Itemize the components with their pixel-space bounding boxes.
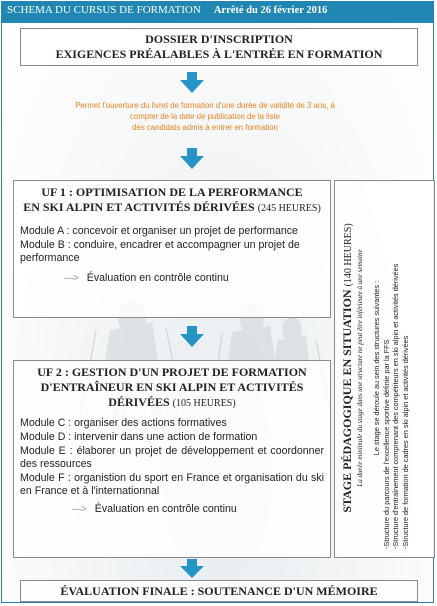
module-c: Module C : organiser des actions formatives: [20, 417, 227, 429]
uf1-evaluation-label: Évaluation en contrôle continu: [86, 272, 229, 284]
stage-title: [340, 183, 356, 553]
uf1-hours: (245 HEURES): [257, 203, 321, 214]
stage-box: [334, 180, 435, 558]
validity-note-line2: compter de la date de publication de la liste: [130, 112, 280, 121]
stage-hours: (140 HEURES): [343, 223, 354, 287]
stage-lead: Le stage se déroule au sein des structures suivantes :: [372, 280, 381, 456]
stage-note-line1: La durée minimale du stage dans une structure ne peut être inférieure à une semaine: [356, 249, 364, 487]
stage-item: -Structure d'entraînement comprenant des compétiteurs en ski alpin et activités dérivées: [391, 263, 401, 549]
uf1-box: [13, 180, 331, 318]
validity-note-line1: Permet l'ouverture du livret de formation d'une durée de validité de 3 ans, à: [75, 101, 335, 110]
module-f: Module F : organistion du sport en France et organisation du ski en France et à l'internationnal: [20, 472, 324, 497]
uf1-title-line1: UF 1 : OPTIMISATION DE LA PERFORMANCE: [41, 185, 303, 199]
uf1-evaluation: [20, 272, 324, 284]
dossier-line1: DOSSIER D'INSCRIPTION: [145, 32, 293, 46]
uf1-title: [20, 185, 324, 216]
stage-structures: [372, 183, 410, 553]
module-a: Module A : concevoir et organiser un projet de performance: [20, 225, 298, 237]
stage-note: [356, 183, 365, 553]
uf2-title: [20, 365, 324, 411]
uf2-modules: [20, 417, 324, 498]
uf2-title-line3: DÉRIVÉES: [108, 395, 170, 409]
dossier-line2: EXIGENCES PRÉALABLES À L'ENTRÉE EN FORMATION: [55, 47, 383, 61]
header-title: SCHEMA DU CURSUS DE FORMATION: [7, 4, 201, 16]
stage-item: -Structure du parcours de l'excellence sportive définie par la FFS: [382, 339, 392, 549]
final-evaluation-box: [20, 580, 418, 602]
stage-title-label: STAGE PÉDAGOGIQUE EN SITUATION: [340, 289, 354, 513]
module-e: Module E : élaborer un projet de développement et coordonner des ressources: [20, 445, 324, 470]
uf2-hours: (105 HEURES): [172, 398, 236, 409]
validity-note: [30, 100, 380, 133]
stage-content: [339, 183, 431, 553]
uf1-title-line2: EN SKI ALPIN ET ACTIVITÉS DÉRIVÉES: [23, 200, 255, 214]
stage-item: -Structure de formation de cadres en ski alpin et activités dérivées: [400, 335, 410, 549]
uf2-evaluation-label: Évaluation en contrôle continu: [94, 503, 237, 515]
header-date: Arrêté du 26 février 2016: [213, 5, 328, 16]
module-d: Module D : intervenir dans une action de formation: [20, 431, 258, 443]
uf2-box: [13, 360, 331, 558]
uf2-evaluation: [20, 503, 324, 515]
uf1-modules: [20, 225, 324, 265]
right-arrow-icon: —>: [72, 504, 86, 515]
header-bar: [1, 1, 434, 23]
uf2-title-line1: UF 2 : GESTION D'UN PROJET DE FORMATION: [37, 365, 307, 379]
uf2-title-line2: D'ENTRAÎNEUR EN SKI ALPIN ET ACTIVITÉS: [40, 380, 304, 394]
validity-note-line3: des candidats admis à entrer en formation: [132, 123, 278, 132]
final-evaluation-label: ÉVALUATION FINALE : SOUTENANCE D'UN MÉMOIRE: [60, 584, 378, 598]
dossier-box: [20, 28, 418, 66]
right-arrow-icon: —>: [64, 273, 78, 284]
module-b: Module B : conduire, encadrer et accompagner un projet de performance: [20, 239, 300, 264]
